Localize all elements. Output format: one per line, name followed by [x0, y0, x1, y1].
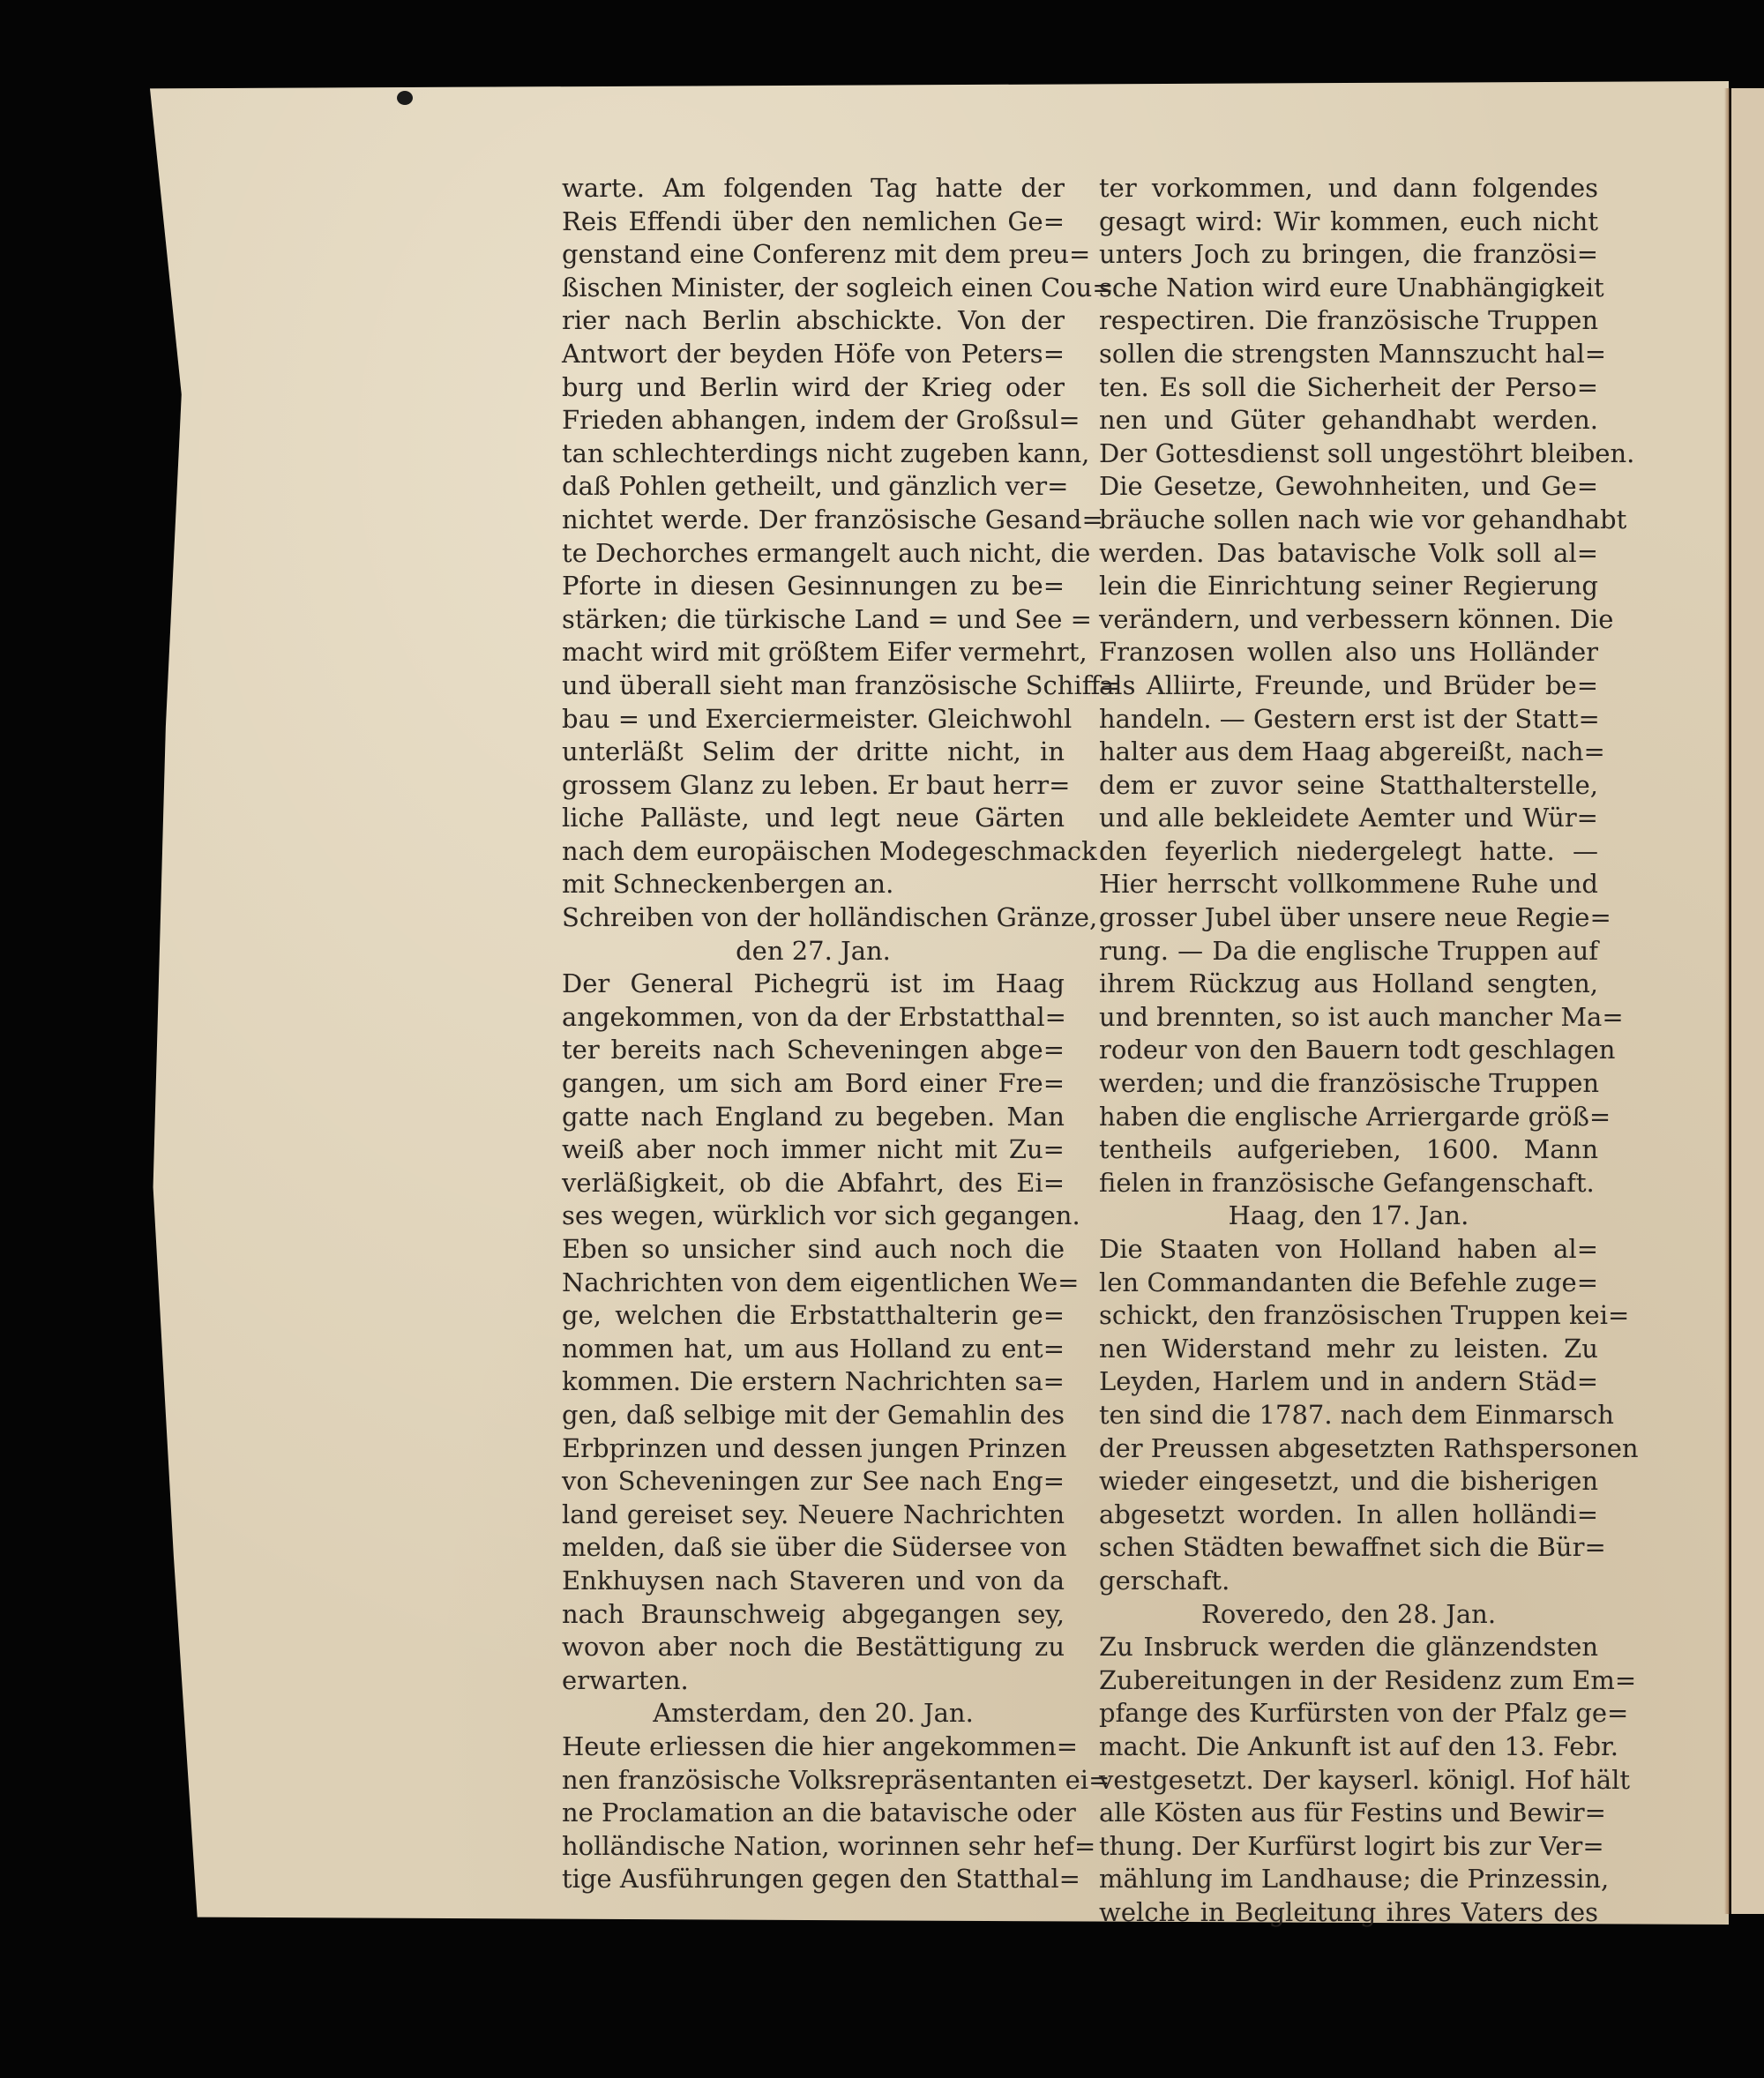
text-line: gangen, um sich am Bord einer Fre= [562, 1068, 1065, 1099]
text-line: genstand eine Conferenz mit dem preu= [562, 239, 1091, 270]
text-line: nach Braunschweig abgegangen sey, [562, 1598, 1065, 1629]
text-line: stärken; die türkische Land = und See = [562, 603, 1092, 634]
text-line: unterläßt Selim der dritte nicht, in [562, 736, 1065, 767]
text-line: ihrem Rückzug aus Holland sengten, [1099, 968, 1598, 999]
text-line: Haag, den 17. Jan. [1228, 1200, 1469, 1231]
text-line: erwarten. [562, 1664, 689, 1695]
text-line: tan schlechterdings nicht zugeben kann, [562, 437, 1090, 468]
text-line: daß Pohlen getheilt, und gänzlich ver= [562, 471, 1069, 502]
text-line: macht wird mit größtem Eifer vermehrt, [562, 637, 1088, 668]
text-line: kommen. Die erstern Nachrichten sa= [562, 1366, 1065, 1397]
text-line: ne Proclamation an die batavische oder [562, 1798, 1076, 1828]
text-line: macht. Die Ankunft ist auf den 13. Febr. [1099, 1730, 1618, 1761]
text-line: Nachrichten von dem eigentlichen We= [562, 1267, 1080, 1297]
text-line: werden. Das batavische Volk soll al= [1099, 537, 1598, 568]
text-line: sollen die strengsten Mannszucht hal= [1099, 338, 1607, 369]
text-line: Antwort der beyden Höfe von Peters= [562, 338, 1065, 369]
text-line: handeln. — Gestern erst ist der Statt= [1099, 703, 1600, 734]
text-line: von Scheveningen zur See nach Eng= [562, 1466, 1065, 1497]
text-line: dem er zuvor seine Statthalterstelle, [1099, 769, 1598, 800]
text-line: wieder eingesetzt, und die bisherigen [1099, 1466, 1598, 1497]
text-line: Pforte in diesen Gesinnungen zu be= [562, 571, 1065, 602]
text-line: land gereiset sey. Neuere Nachrichten [562, 1499, 1065, 1529]
text-line: ses wegen, würklich vor sich gegangen. [562, 1200, 1080, 1231]
text-line: respectiren. Die französische Truppen [1099, 305, 1598, 336]
text-line: warte. Am folgenden Tag hatte der [562, 173, 1065, 203]
text-line: welche in Begleitung ihres Vaters des [1099, 1896, 1598, 1927]
text-line: Eben so unsicher sind auch noch die [562, 1234, 1065, 1264]
binding-hole [397, 91, 413, 105]
text-line: wovon aber noch die Bestättigung zu [562, 1632, 1065, 1663]
right-column [1099, 172, 1639, 1929]
text-line: rier nach Berlin abschickte. Von der [562, 305, 1065, 336]
text-line: thung. Der Kurfürst logirt bis zur Ver= [1099, 1830, 1604, 1861]
text-line: als Alliirte, Freunde, und Brüder be= [1099, 669, 1598, 700]
text-line: te Dechorches ermangelt auch nicht, die [562, 537, 1091, 568]
text-line: Leyden, Harlem und in andern Städ= [1099, 1366, 1598, 1397]
text-line: abgesetzt worden. In allen holländi= [1099, 1499, 1598, 1529]
text-line: Zu Insbruck werden die glänzendsten [1099, 1632, 1598, 1663]
text-line: der Preussen abgesetzten Rathspersonen [1099, 1432, 1639, 1463]
text-line: ter bereits nach Scheveningen abge= [562, 1035, 1065, 1065]
text-line: bau = und Exerciermeister. Gleichwohl [562, 703, 1073, 734]
text-line: len Commandanten die Befehle zuge= [1099, 1267, 1598, 1297]
text-line: gesagt wird: Wir kommen, euch nicht [1099, 206, 1598, 236]
text-line: tige Ausführungen gegen den Statthal= [562, 1864, 1080, 1895]
text-line: und überall sieht man französische Schiff= [562, 669, 1122, 700]
text-line: rodeur von den Bauern todt geschlagen [1099, 1035, 1616, 1065]
text-line: verläßigkeit, ob die Abfahrt, des Ei= [562, 1167, 1065, 1198]
text-line: gerschaft. [1099, 1565, 1230, 1596]
text-line: bräuche sollen nach wie vor gehandhabt [1099, 504, 1627, 534]
text-line: nichtet werde. Der französische Gesand= [562, 504, 1103, 534]
text-line: nommen hat, um aus Holland zu ent= [562, 1333, 1065, 1364]
text-line: Enkhuysen nach Staveren und von da [562, 1565, 1065, 1596]
text-line: Frieden abhangen, indem der Großsul= [562, 405, 1080, 436]
text-line: werden; und die französische Truppen [1099, 1068, 1600, 1099]
text-line: und alle bekleidete Aemter und Wür= [1099, 803, 1598, 833]
text-line: Heute erliessen die hier angekommen= [562, 1730, 1078, 1761]
text-line: Roveredo, den 28. Jan. [1200, 1598, 1497, 1629]
text-line: Erbprinzen und dessen jungen Prinzen [562, 1432, 1067, 1463]
text-line: Reis Effendi über den nemlichen Ge= [562, 206, 1065, 236]
text-line: Die Gesetze, Gewohnheiten, und Ge= [1099, 471, 1598, 502]
text-line: fielen in französische Gefangenschaft. [1099, 1167, 1595, 1198]
text-line: vestgesetzt. Der kayserl. königl. Hof hält [1099, 1764, 1631, 1795]
text-line: mit Schneckenbergen an. [562, 869, 894, 900]
text-line: verändern, und verbessern können. Die [1099, 603, 1614, 634]
text-line: den feyerlich niedergelegt hatte. — [1099, 835, 1598, 866]
text-line: alle Kösten aus für Festins und Bewir= [1099, 1798, 1606, 1828]
text-line: nen Widerstand mehr zu leisten. Zu [1099, 1333, 1598, 1364]
text-line: ßischen Minister, der sogleich einen Cou= [562, 272, 1114, 303]
text-line: ter vorkommen, und dann folgendes [1099, 173, 1598, 203]
text-line: pfange des Kurfürsten von der Pfalz ge= [1099, 1698, 1629, 1729]
text-line: lein die Einrichtung seiner Regierung [1099, 571, 1598, 602]
text-line: Hier herrscht vollkommene Ruhe und [1099, 869, 1598, 900]
text-line: nach dem europäischen Modegeschmack [562, 835, 1097, 866]
text-line: haben die englische Arriergarde größ= [1099, 1101, 1611, 1132]
text-line: den 27. Jan. [736, 935, 891, 966]
text-line: gatte nach England zu begeben. Man [562, 1101, 1065, 1132]
text-line: Zubereitungen in der Residenz zum Em= [1099, 1664, 1637, 1695]
text-line: gen, daß selbige mit der Gemahlin des [562, 1399, 1065, 1430]
text-line: weiß aber noch immer nicht mit Zu= [562, 1134, 1065, 1165]
text-line: mählung im Landhause; die Prinzessin, [1099, 1864, 1610, 1895]
text-line: Der Gottesdienst soll ungestöhrt bleiben. [1099, 437, 1635, 468]
text-line: ten. Es soll die Sicherheit der Perso= [1099, 371, 1598, 402]
text-line: sche Nation wird eure Unabhängigkeit [1099, 272, 1604, 303]
page-fold [1724, 88, 1731, 1914]
left-column [562, 172, 1122, 1896]
text-line: grossem Glanz zu leben. Er baut herr= [562, 769, 1071, 800]
text-line: liche Palläste, und legt neue Gärten [562, 803, 1065, 833]
text-line: rung. — Da die englische Truppen auf [1099, 935, 1598, 966]
text-line: schen Städten bewaffnet sich die Bür= [1099, 1532, 1606, 1563]
text-line: tentheils aufgerieben, 1600. Mann [1099, 1134, 1598, 1165]
text-line: melden, daß sie über die Südersee von [562, 1532, 1067, 1563]
text-line: nen und Güter gehandhabt werden. [1099, 405, 1598, 436]
text-line: angekommen, von da der Erbstatthal= [562, 1001, 1066, 1032]
text-line: unters Joch zu bringen, die französi= [1099, 239, 1598, 270]
text-line: ge, welchen die Erbstatthalterin ge= [562, 1300, 1065, 1331]
text-line: Die Staaten von Holland haben al= [1099, 1234, 1598, 1264]
text-line: burg und Berlin wird der Krieg oder [562, 371, 1065, 402]
text-line: ten sind die 1787. nach dem Einmarsch [1099, 1399, 1614, 1430]
text-line: Amsterdam, den 20. Jan. [653, 1698, 974, 1729]
text-line: nen französische Volksrepräsentanten ei= [562, 1764, 1110, 1795]
text-line: Franzosen wollen also uns Holländer [1099, 637, 1598, 668]
text-line: grosser Jubel über unsere neue Regie= [1099, 902, 1611, 933]
next-page-edge [1731, 88, 1764, 1914]
text-line: Schreiben von der holländischen Gränze, [562, 902, 1098, 933]
text-line: und brennten, so ist auch mancher Ma= [1099, 1001, 1624, 1032]
text-line: Der General Pichegrü ist im Haag [562, 968, 1065, 999]
text-line: schickt, den französischen Truppen kei= [1099, 1300, 1630, 1331]
text-line: halter aus dem Haag abgereißt, nach= [1099, 736, 1605, 767]
text-line: holländische Nation, worinnen sehr hef= [562, 1830, 1096, 1861]
